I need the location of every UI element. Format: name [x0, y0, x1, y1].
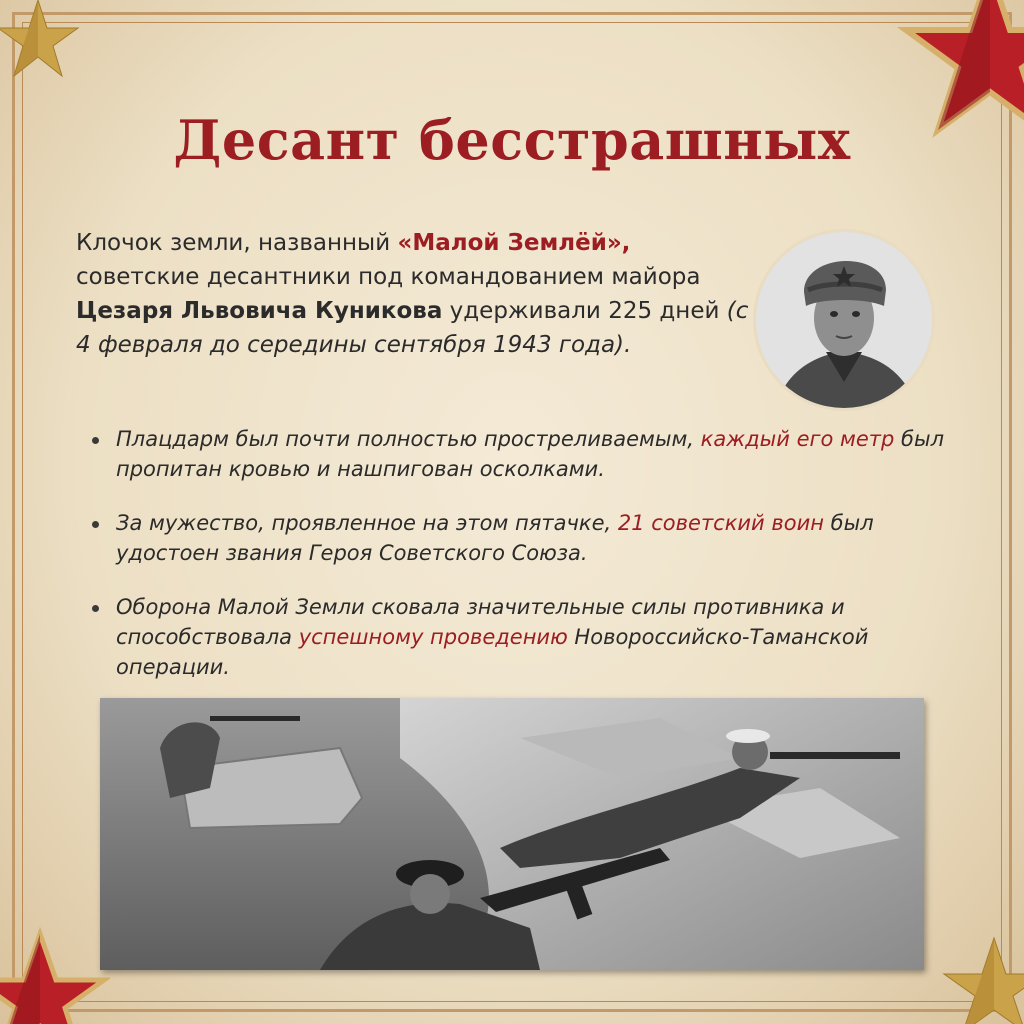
intro-paragraph	[76, 226, 766, 362]
intro-text-2: советские десантники под командованием майора	[76, 264, 701, 290]
fact-text: Оборона Малой Земли сковала значительные силы противника и способствовала	[116, 595, 845, 649]
facts-list	[88, 424, 968, 706]
fact-text: За мужество, проявленное на этом пятачке,	[116, 511, 618, 535]
commander-name: Цезаря Львовича Куникова	[76, 298, 443, 324]
list-item	[88, 424, 968, 484]
red-star-icon	[0, 920, 110, 1024]
gold-star-icon	[934, 930, 1024, 1024]
gold-star-icon	[0, 0, 100, 100]
fact-highlight: каждый его метр	[700, 427, 895, 451]
commander-portrait	[756, 232, 932, 408]
fact-text: Плацдарм был почти полностью простреливаемым,	[116, 427, 701, 451]
intro-text-3: удерживали 225 дней	[442, 298, 727, 324]
fact-text: Новороссийско-Таманской операции.	[116, 625, 869, 679]
intro-highlight: «Малой Землёй»,	[397, 230, 631, 256]
list-item	[88, 508, 968, 568]
list-item	[88, 592, 968, 682]
fact-highlight: 21 советский воин	[617, 511, 824, 535]
page-title: Десант бесстрашных	[173, 108, 851, 172]
fact-highlight: успешному проведению	[298, 625, 568, 649]
intro-dates: (с 4 февраля до середины сентября 1943 года).	[76, 298, 749, 358]
fact-text: был пропитан кровью и нашпигован осколками.	[116, 427, 945, 481]
soldiers-photo	[100, 698, 924, 970]
intro-text-1: Клочок земли, названный	[76, 230, 398, 256]
fact-text: был удостоен звания Героя Советского Союза.	[116, 511, 874, 565]
